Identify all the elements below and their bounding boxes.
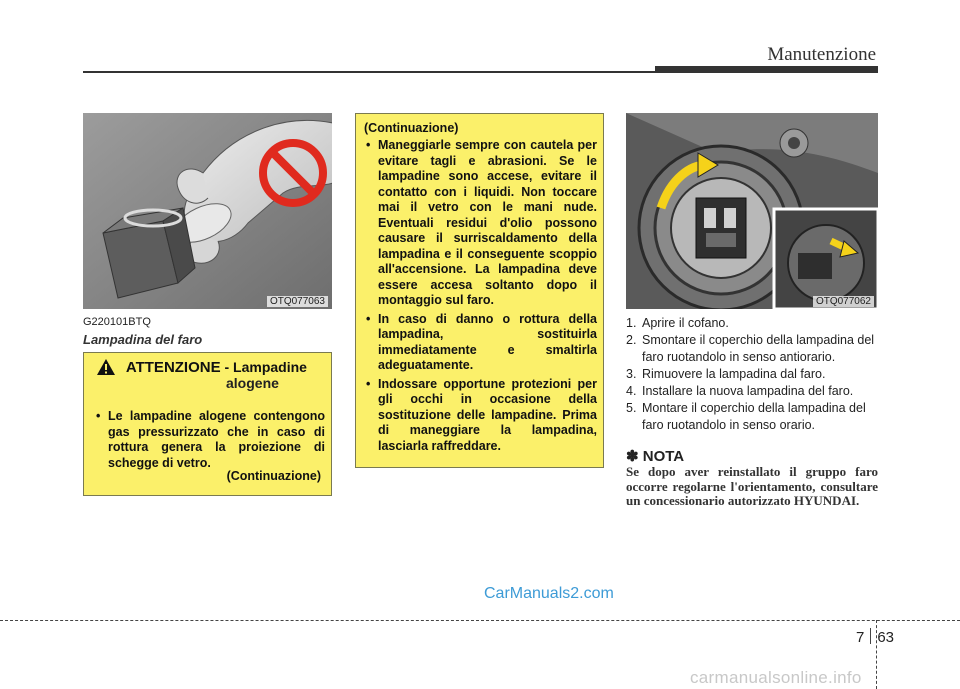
warning-title-dash: - Lampadine [220, 358, 307, 375]
warning-title: ATTENZIONE [125, 358, 221, 376]
section-code: G220101BTQ [83, 316, 151, 328]
continued-bullet-3: • Indossare opportune protezioni per gli occhi in occasione della sostituzione delle lampadine. Prima di maneggiare la lampadina, lasciarla raffreddare. [364, 377, 597, 455]
headlamp-cover-photo [626, 113, 878, 309]
note-heading [626, 447, 684, 465]
warning-heading [96, 358, 322, 376]
section-subtitle: Lampadina del faro [83, 332, 203, 347]
step-item: 4. Installare la nuova lampadina del faro. [626, 384, 854, 399]
warning-bullet: • Le lampadine alogene contengono gas pressurizzato che in caso di rottura genera la proiezione di schegge di vetro. [94, 409, 325, 471]
warning-triangle-icon [96, 358, 116, 376]
step-item: 3. Rimuovere la lampadina dal faro. [626, 366, 826, 381]
note-asterisk-icon: ✽ [626, 448, 639, 465]
step-item: 2. Smontare il coperchio della lampadina del faro ruotandolo in senso antiorario. [626, 333, 875, 364]
chapter-number: 7 [856, 629, 865, 646]
note-title: NOTA [642, 448, 685, 465]
step-item: 1. Aprire il cofano. [626, 316, 729, 330]
note-text: Se dopo aver reinstallato il gruppo faro occorre regolarne l'orientamento, consultare un concessionario autorizzato HYUNDAI. [626, 464, 878, 508]
header-rule-thick [655, 66, 878, 72]
warning-box [83, 352, 332, 496]
warning-title-second-line: alogene [226, 375, 279, 391]
watermark-link[interactable]: CarManuals2.com [484, 585, 614, 602]
step-item: 5. Montare il coperchio della lampadina del faro ruotandolo in senso orario. [626, 401, 866, 432]
continued-heading: (Continuazione) [364, 121, 459, 135]
hand-bulb-illustration [83, 113, 332, 309]
warning-continues: (Continuazione) [226, 469, 321, 483]
page-number-value: 63 [877, 629, 895, 646]
continued-bullet-1: • Maneggiarle sempre con cautela per evitare tagli e abrasioni. Se le lampadine sono accese, evitare il contatto con i liquidi. Non toccare mai il vetro con le mani nude. Eventuali residui d'olio possono causare il surriscaldamento della lampadina e il conseguente scoppio all'accensione. La lampadina deve essere accesa soltanto dopo il montaggio sul faro. [364, 138, 597, 309]
procedure-steps [626, 315, 878, 434]
footer-site-watermark: carmanualsonline.info [690, 668, 862, 687]
halogen-bulb-photo [83, 113, 332, 309]
continued-bullet-2: • In caso di danno o rottura della lampadina, sostituirla immediatamente e smaltirla adeguatamente. [364, 312, 597, 374]
page-number [856, 628, 894, 646]
photo-code-label: OTQ077063 [267, 296, 328, 307]
warning-continued-box [355, 113, 604, 468]
headlamp-illustration [626, 113, 878, 309]
footer-dashed-rule [0, 620, 960, 621]
photo-code-label: OTQ077062 [813, 296, 874, 307]
chapter-title: Manutenzione [767, 44, 876, 65]
